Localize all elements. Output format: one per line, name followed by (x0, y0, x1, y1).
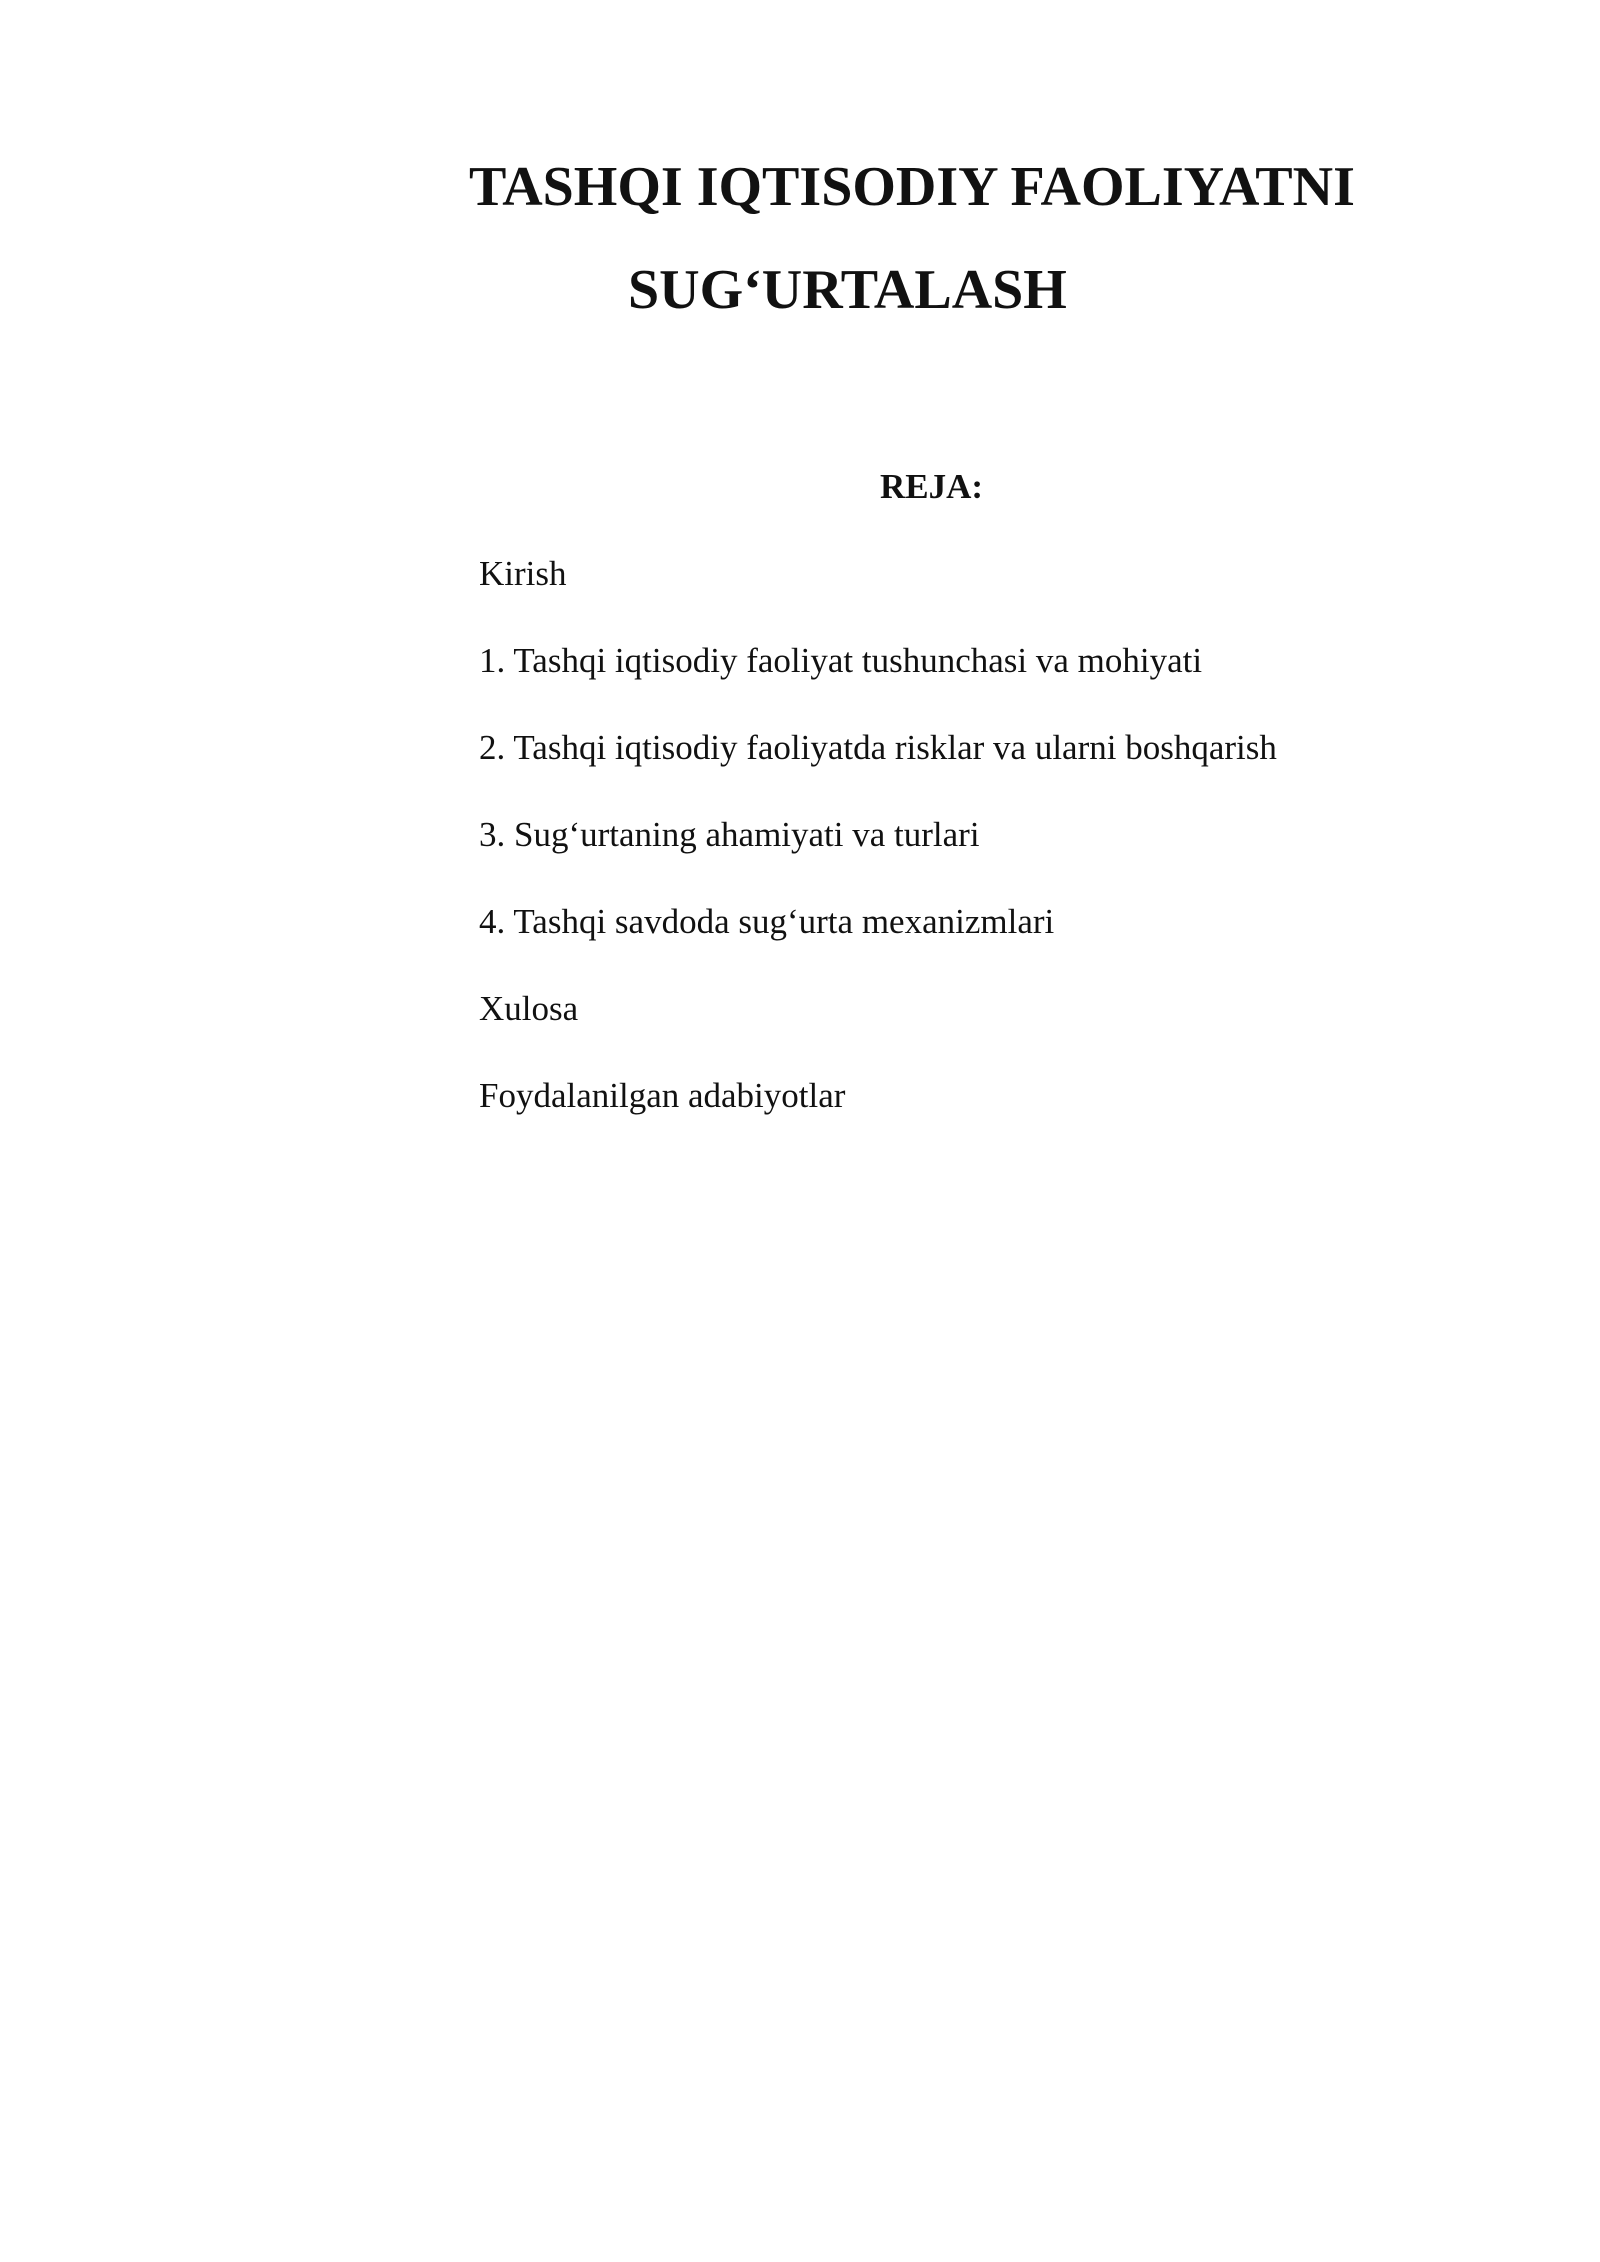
plan-heading: REJA: (880, 467, 984, 506)
document-title-line-2: SUG‘URTALASH (628, 259, 1067, 321)
plan-item-1: 1. Tashqi iqtisodiy faoliyat tushunchasi va mohiyati (479, 641, 1203, 680)
plan-item-3: 3. Sug‘urtaning ahamiyati va turlari (479, 815, 980, 854)
plan-item-references: Foydalanilgan adabiyotlar (479, 1076, 846, 1115)
plan-list (479, 552, 1277, 1161)
document-title-line-1: TASHQI IQTISODIY FAOLIYATNI (469, 156, 1355, 218)
plan-item-introduction: Kirish (479, 554, 567, 593)
plan-item-4: 4. Tashqi savdoda sug‘urta mexanizmlari (479, 902, 1055, 941)
plan-item-conclusion: Xulosa (479, 989, 579, 1028)
plan-item-2: 2. Tashqi iqtisodiy faoliyatda risklar va ularni boshqarish (479, 728, 1277, 767)
